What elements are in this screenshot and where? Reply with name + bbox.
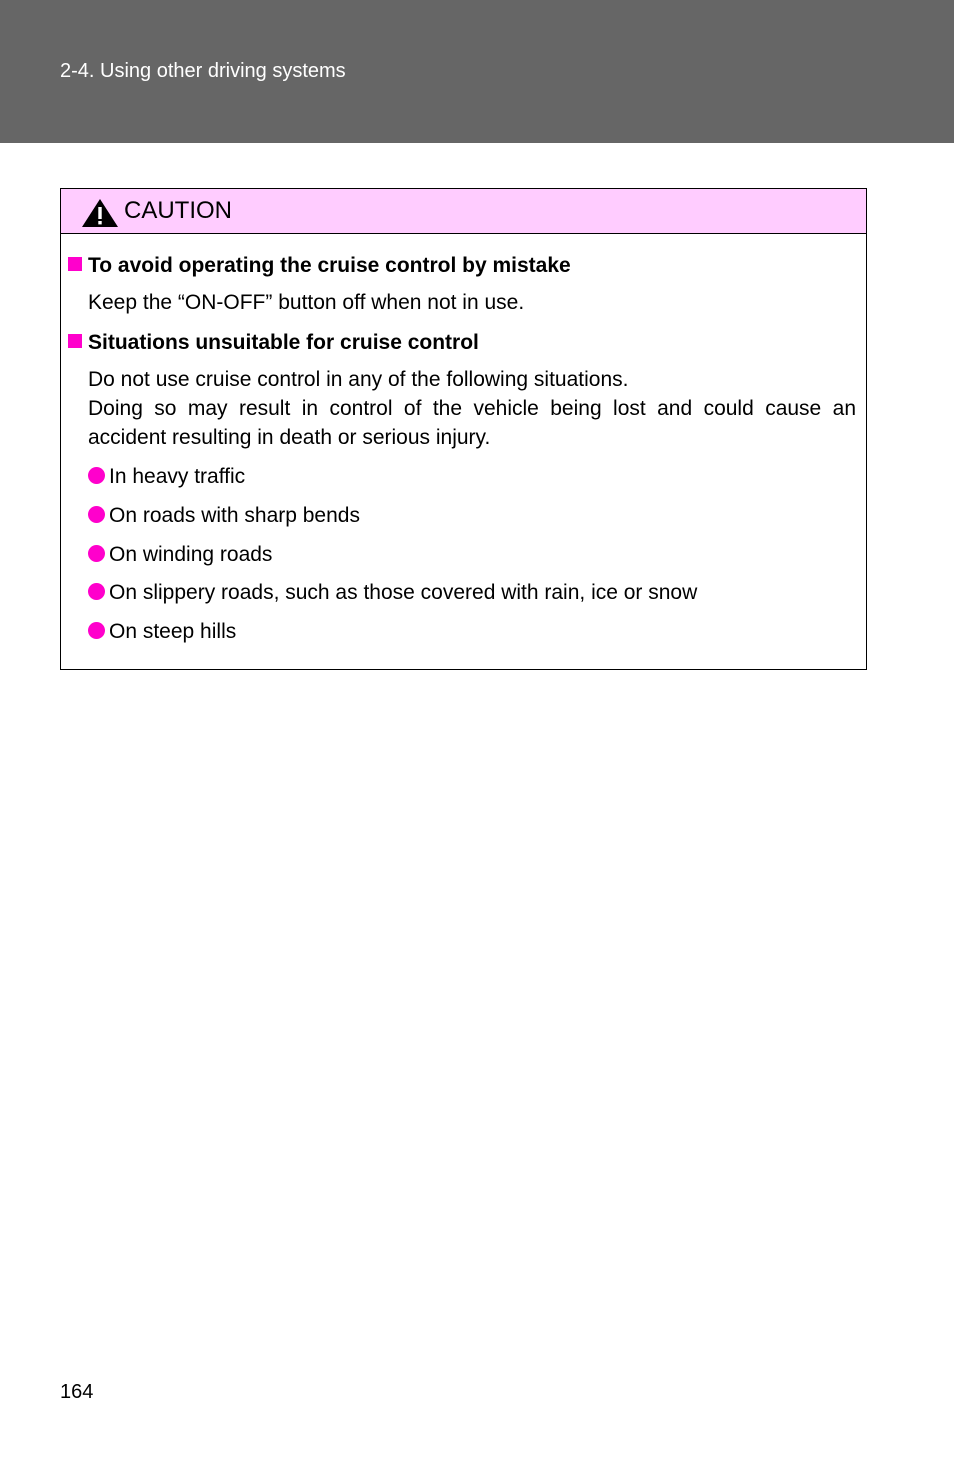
list-item-text: On roads with sharp bends	[109, 504, 360, 527]
list-item	[88, 543, 272, 567]
circle-bullet-icon	[88, 506, 105, 523]
caution-box	[60, 188, 867, 670]
section-heading-text: To avoid operating the cruise control by mistake	[88, 254, 571, 277]
paragraph-line: Doing so may result in control of the vehicle being lost and could cause an accident resulting in death or serious injury.	[88, 397, 856, 449]
section-heading	[68, 254, 571, 278]
list-item-text: On winding roads	[109, 543, 273, 566]
section-heading-text: Situations unsuitable for cruise control	[88, 331, 479, 354]
list-item-text: On slippery roads, such as those covered with rain, ice or snow	[109, 581, 698, 604]
section-heading	[68, 331, 479, 355]
list-item	[88, 620, 236, 644]
circle-bullet-icon	[88, 622, 105, 639]
paragraph	[88, 365, 856, 452]
warning-triangle-icon	[81, 198, 119, 228]
header-band	[0, 0, 954, 143]
circle-bullet-icon	[88, 583, 105, 600]
list-item	[88, 504, 360, 528]
list-item	[88, 581, 697, 605]
paragraph-line: Keep the “ON-OFF” button off when not in use.	[88, 291, 525, 314]
paragraph	[88, 288, 856, 317]
caution-header	[61, 189, 866, 234]
circle-bullet-icon	[88, 545, 105, 562]
list-item-text: In heavy traffic	[109, 465, 246, 488]
square-bullet-icon	[68, 257, 82, 271]
list-item	[88, 465, 245, 489]
paragraph-line: Do not use cruise control in any of the following situations.	[88, 368, 629, 391]
section-title: 2-4. Using other driving systems	[60, 60, 346, 82]
page-number: 164	[60, 1381, 94, 1403]
circle-bullet-icon	[88, 467, 105, 484]
square-bullet-icon	[68, 334, 82, 348]
list-item-text: On steep hills	[109, 620, 237, 643]
caution-label: CAUTION	[124, 197, 232, 224]
